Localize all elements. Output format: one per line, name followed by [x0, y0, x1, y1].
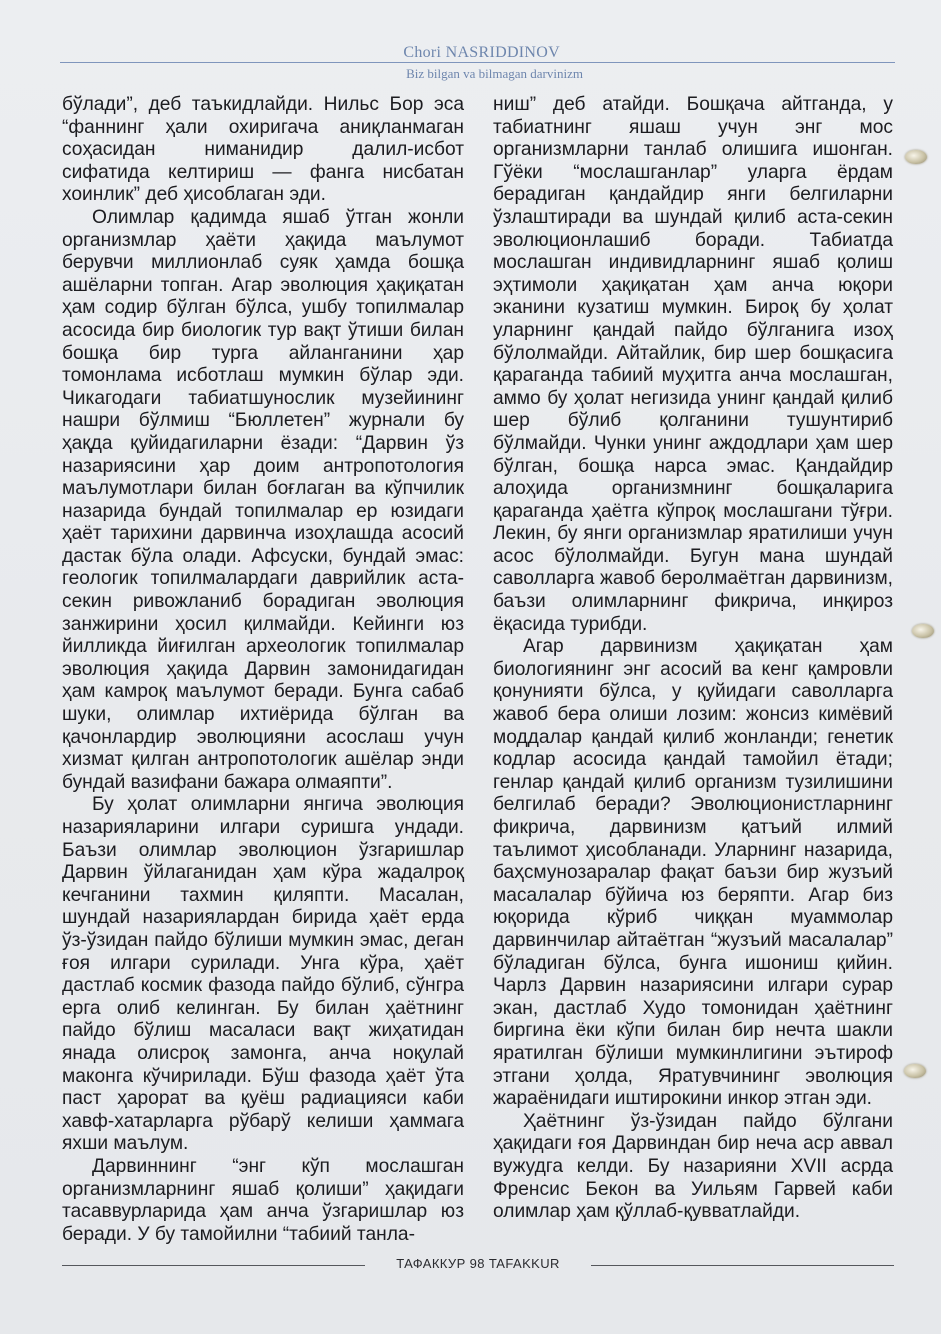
paragraph: Бу ҳолат олимларни янгича эволюция назарияларини илгари суришга ундади. Баъзи олимлар эволюцион ўзгаришлар Дарвин ўйлаганидан ҳам кўра жадалроқ кечганини тахмин қиляпти. Масалан, шундай назариялардан бирида ҳаёт ерда ўз-ўзидан пайдо бўлиши мумкин эмас, деган ғоя илгари сурилади. Унга кўра, ҳаёт дастлаб космик фазода пайдо бўлиб, сўнгра ерга олиб келинган. Бу билан ҳаётнинг пайдо бўлиш масаласи вақт жиҳатидан янада олисроқ замонга, анча ноқулай маконга кўчирилади. Бўш фазода ҳаёт ўта паст ҳарорат ва қуёш радиацияси каби хавф-хатарларга рўбарў келиши ҳаммага яхши маълум. — [62, 794, 464, 1155]
staple-mark — [912, 624, 934, 638]
paragraph: бўлади”, деб таъкидлайди. Нильс Бор эса “фаннинг ҳали охиригача аниқланмаган соҳасидан ниманидир далил-исбот сифатида келтириш — фанга нисбатан хоинлик” деб ҳисоблаган эди. — [62, 94, 464, 206]
staple-mark — [904, 1064, 926, 1078]
right-column — [493, 94, 893, 1224]
header-author: Chori NASRIDDINOV — [403, 44, 560, 61]
paragraph: Ҳаётнинг ўз-ўзидан пайдо бўлгани ҳақидаги ғоя Дарвиндан бир неча аср аввал вужудга келди. Бу назарияни XVII асрда Френсис Бекон ва Уильям Гарвей каби олимлар ҳам қўллаб-қувватлайди. — [493, 1110, 893, 1223]
header-subtitle: Biz bilgan va bilmagan darvinizm — [406, 66, 583, 81]
paragraph: Дарвиннинг “энг кўп мослашган организмларнинг яшаб қолиши” ҳақидаги тасаввурларида ҳам анча ўзгаришлар юз беради. У бу тамойилни “табиий танла- — [62, 1155, 464, 1245]
staple-mark — [905, 150, 927, 164]
paragraph: ниш” деб атайди. Бошқача айтганда, у табиатнинг яшаш учун энг мос организмларни танлаб олишига ишонган. Гўёки “мослашганлар” уларга ёрдам берадиган қандайдир янги белгиларни ўзлаштиради ва шундай қилиб аста-секин эволюционлашиб боради. Табиатда мослашган индивидларнинг яшаб қолиш эҳтимоли ҳақиқатан ҳам анча юқори эканини кузатиш мумкин. Бироқ бу ҳолат уларнинг қандай пайдо бўлганига изоҳ бўлолмайди. Айтайлик, бир шер бошқасига қараганда табиий муҳитга анча мослашган, аммо бу ҳолат негизида унинг қандай қилиб шер бўлиб қолганини тушунтириб бўлмайди. Чунки унинг аждодлари ҳам шер бўлган, бошқа нарса эмас. Қандайдир алоҳида организмнинг бошқаларига қараганда ҳаётга кўпроқ мослашгани тўғри. Лекин, бу янги организмлар яратилиши учун асос бўлолмайди. Бугун мана шундай саволларга жавоб беролмаётган дарвинизм, баъзи олимларнинг фикрича, инқироз ёқасида турибди. — [493, 94, 893, 635]
paragraph: Агар дарвинизм ҳақиқатан ҳам биологиянинг энг асосий ва кенг қамровли қонунияти бўлса, у қуйидаги саволларга жавоб бера олиши лозим: жонсиз кимёвий моддалар қандай қилиб жонланди; генетик кодлар асосида қандай тамойил ётади; генлар қандай қилиб организм тузилишини белгилаб беради? Эволюционистларнинг фикрича, дарвинизм қатъий илмий таълимот ҳисобланади. Уларнинг назарида, баҳсмунозаралар фақат баъзи бир жузъий масалалар бўйича юз беряпти. Агар биз юқорида кўриб чиққан муаммолар дарвинчилар айтаётган “жузъий масалалар” бўладиган бўлса, бунга ишониш қийин. Чарлз Дарвин назариясини илгари сурар экан, дастлаб Худо томонидан ҳаётнинг биргина ёки кўпи билан бир нечта шакли яратилган бўлиши мумкинлигини эътироф этгани ҳолда, Яратувчининг эволюция жараёнидаги иштирокини инкор этган эди. — [493, 636, 893, 1110]
header-rule — [60, 62, 895, 63]
footer-rule-right — [591, 1265, 894, 1266]
paragraph: Олимлар қадимда яшаб ўтган жонли организмлар ҳаёти ҳақида маълумот берувчи миллионлаб суяк ҳамда бошқа ашёларни топган. Агар эволюция ҳақиқатан ҳам содир бўлган бўлса, ушбу топилмалар асосида бир биологик тур вақт ўтиши билан бошқа бир турга айланганини ҳар томонлама исботлаш мумкин бўлар эди. Чикагодаги табиатшунослик музейининг нашри бўлмиш “Бюллетен” журнали бу ҳақда қуйидагиларни ёзади: “Дарвин ўз назариясини ҳар доим антропотология маълумотлари билан боғлаган ва кўпчилик назарида бундай топилмалар ер юзидаги ҳаёт тарихини дарвинча изоҳлашда асосий дастак бўла олади. Афсуски, бундай эмас: геологик топилмалардаги даврийлик аста-секин ривожланиб борадиган эволюция занжирини ҳосил қилмайди. Кейинги юз йилликда йиғилган археологик топилмалар эволюция ҳақида Дарвин замонидагидан ҳам камроқ маълумот беради. Бунга сабаб шуки, олимлар ихтиёрида бўлган ва қачонлардир эволюцияни асослаш учун хизмат қилган антропотологик ашёлар энди бундай вазифани бажара олмаяпти”. — [62, 206, 464, 793]
page-footer — [62, 1256, 894, 1276]
left-column — [62, 94, 464, 1246]
footer-page-label: ТАФАККУР 98 TAFAKKUR — [396, 1256, 560, 1271]
